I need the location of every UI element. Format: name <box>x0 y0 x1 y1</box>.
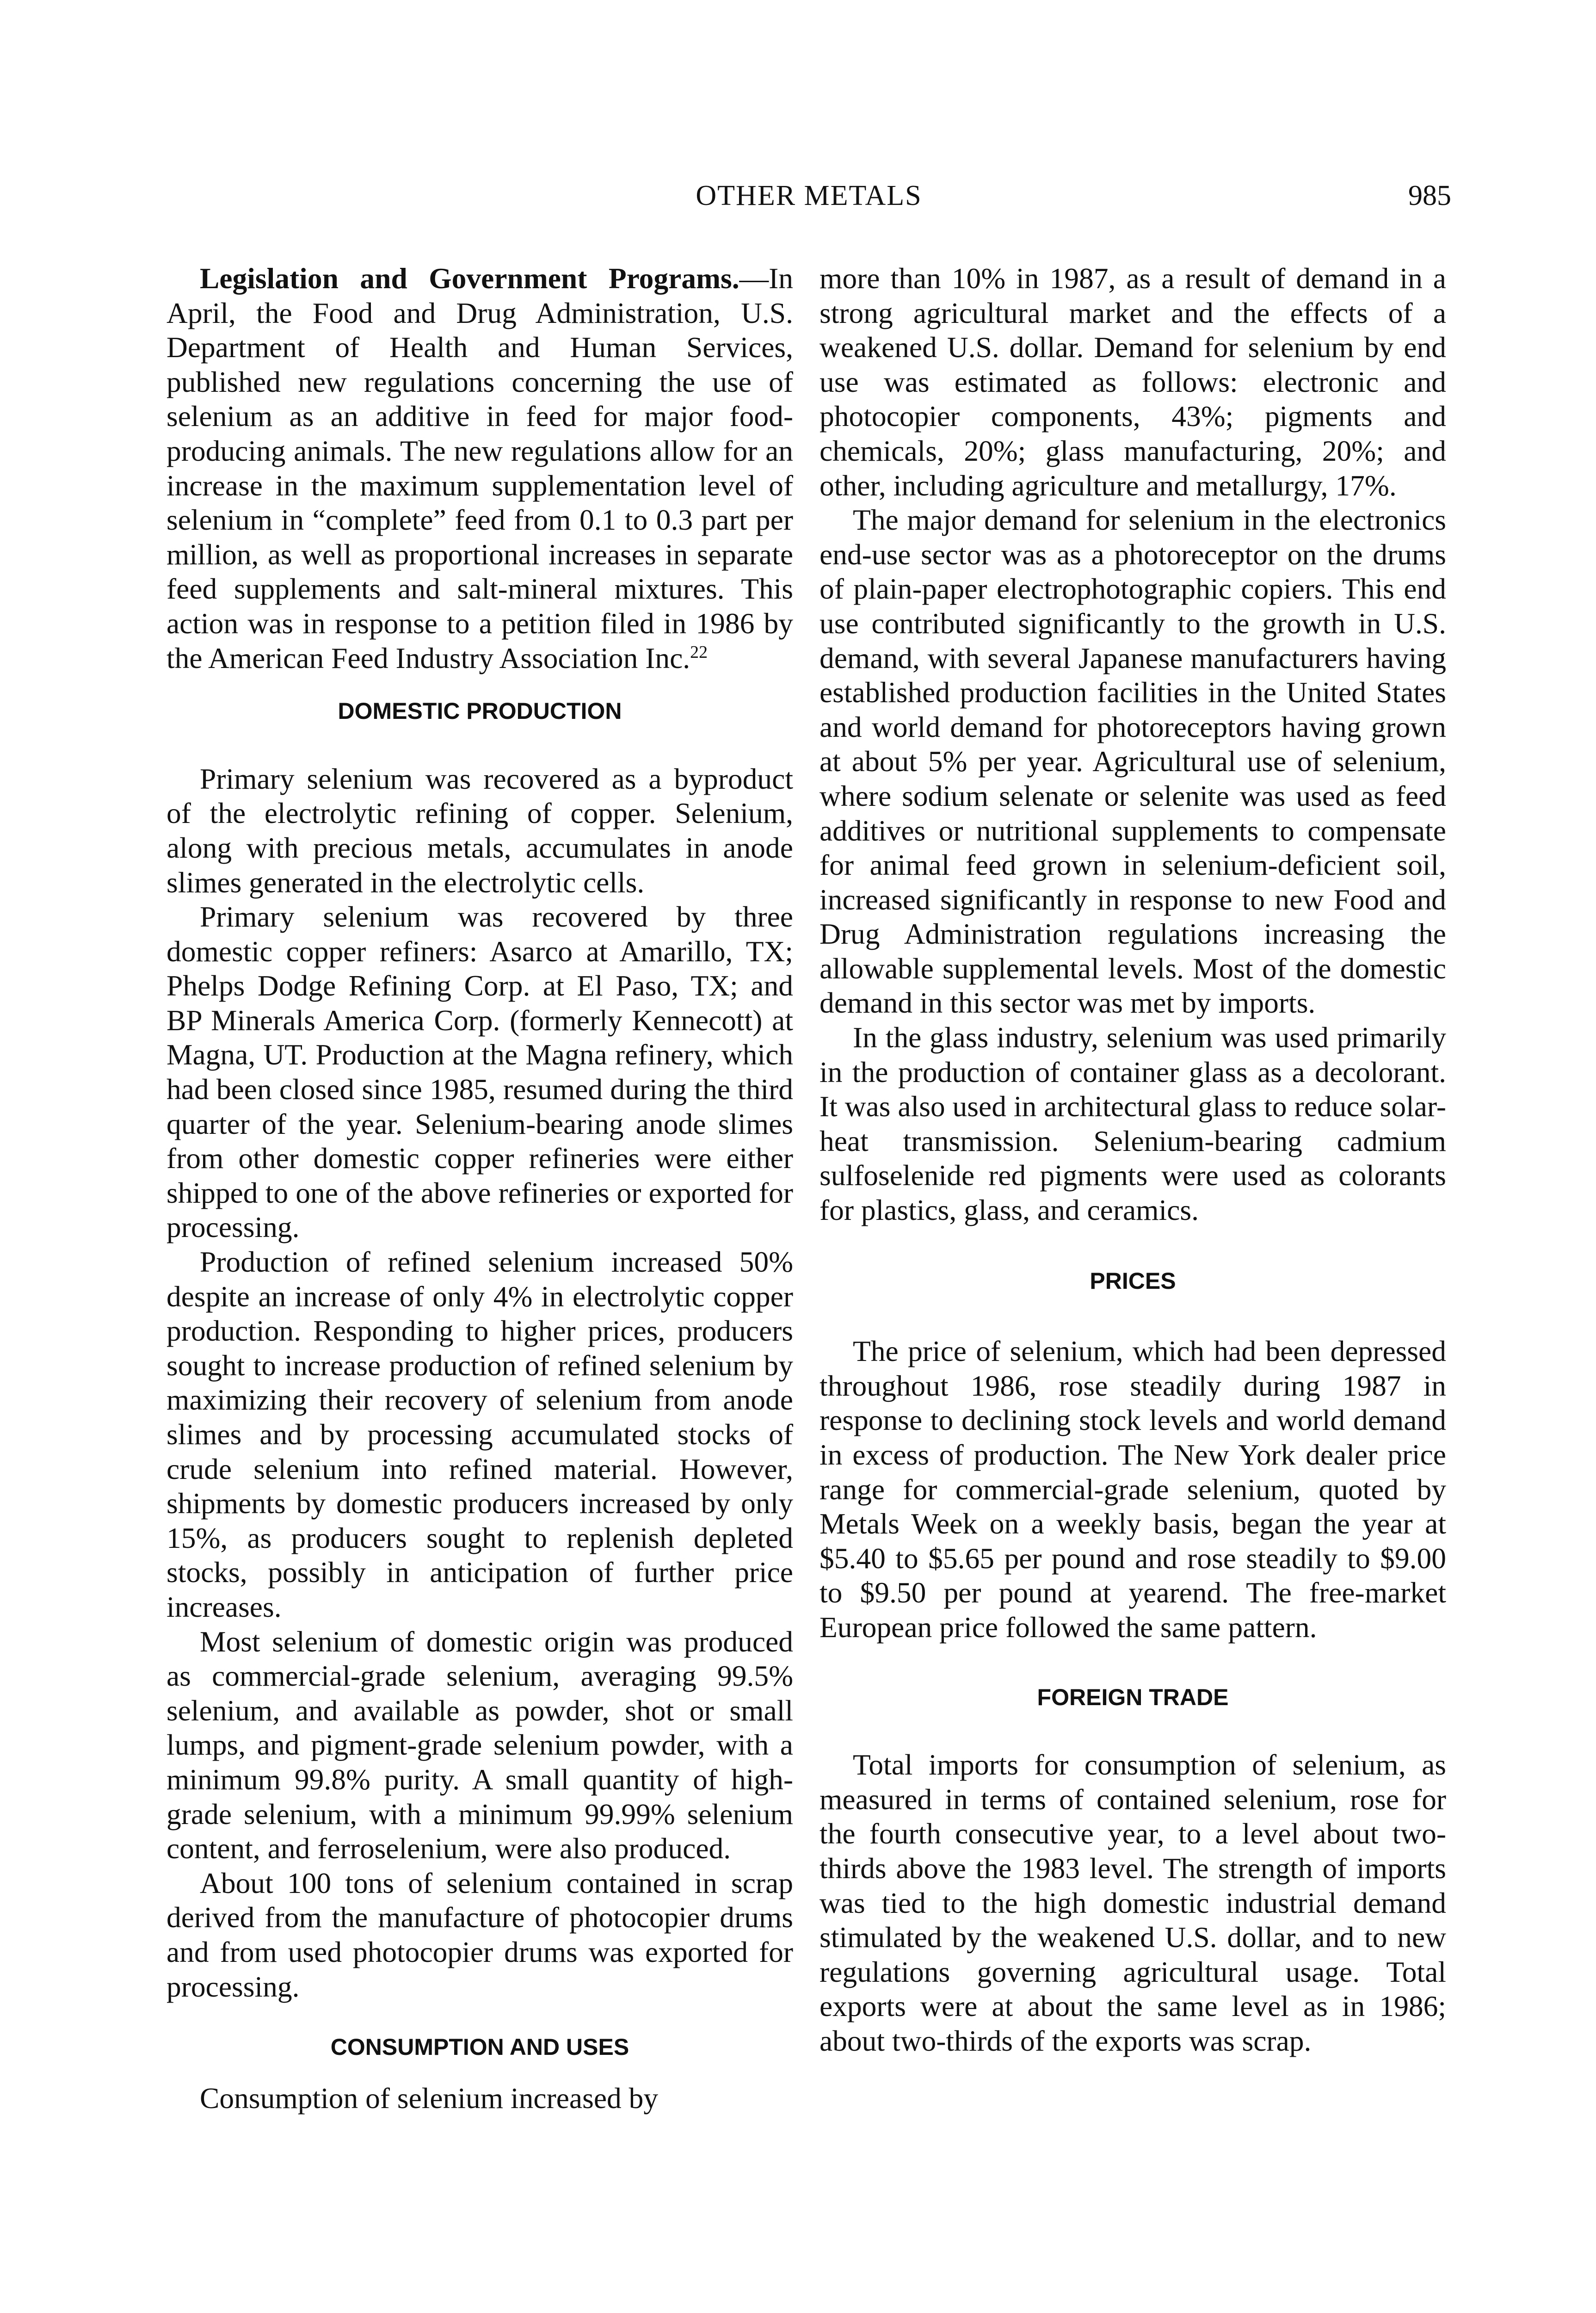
foreign-trade-paragraph: Total imports for consumption of selenium, as measured in terms of contained selenium, rose for the fourth consecutive year, to a level about two-thirds above the 1983 level. The strength of imports was tied to the high domestic industrial demand stimulated by the weakened U.S. dollar, and to new regulations governing agricultural usage. Total exports were at about the same level as in 1986; about two-thirds of the exports was scrap. <box>820 1748 1446 2057</box>
running-head: OTHER METALS <box>696 180 922 211</box>
legislation-run-in-title: Legislation and Government Programs. <box>200 262 739 295</box>
domestic-production-paragraph: About 100 tons of selenium contained in scrap derived from the manufacture of photocopier drums and from used photocopier drums was exported for processing. <box>166 1866 793 2003</box>
consumption-and-uses-heading: CONSUMPTION AND USES <box>330 2034 629 2060</box>
prices-heading: PRICES <box>1090 1268 1176 1294</box>
consumption-continued-paragraph: more than 10% in 1987, as a result of demand in a strong agricultural market and the effects of a weakened U.S. dollar. Demand for selenium by end use was estimated as follows: electronic and photocopier components, 43%; pigments and chemicals, 20%; glass manufacturing, 20%; and other, including agriculture and metallurgy, 17%. <box>820 262 1446 502</box>
legislation-paragraph <box>166 261 793 675</box>
left-column <box>166 261 793 2115</box>
page-number: 985 <box>1408 180 1451 211</box>
prices-paragraph: The price of selenium, which had been depressed throughout 1986, rose steadily during 1987 in response to declining stock levels and world demand in excess of production. The New York dealer price range for commercial-grade selenium, quoted by Metals Week on a weekly basis, began the year at $5.40 to $5.65 per pound and rose steadily to $9.00 to $9.50 per pound at yearend. The free-market European price followed the same pattern. <box>820 1335 1446 1644</box>
foreign-trade-heading: FOREIGN TRADE <box>1037 1684 1229 1710</box>
footnote-reference: 22 <box>690 642 708 662</box>
domestic-production-paragraph: Primary selenium was recovered by three domestic copper refiners: Asarco at Amarillo, TX; Phelps Dodge Refining Corp. at El Paso, TX; and BP Minerals America Corp. (formerly Kennecott) at Magna, UT. Production at the Magna refinery, which had been closed since 1985, resumed during the third quarter of the year. Selenium-bearing anode slimes from other domestic copper refineries were either shipped to one of the above refineries or exported for processing. <box>166 900 793 1244</box>
page-header <box>166 179 1451 216</box>
domestic-production-heading: DOMESTIC PRODUCTION <box>338 698 622 724</box>
consumption-continued-paragraph: In the glass industry, selenium was used primarily in the production of container glass as a decolorant. It was also used in architectural glass to reduce solar-heat transmission. Selenium-bearing cadmium sulfoselenide red pigments were used as colorants for plastics, glass, and ceramics. <box>820 1021 1446 1227</box>
legislation-text: —In April, the Food and Drug Administration, U.S. Department of Health and Human Services, published new regulations concerning the use of selenium as an additive in feed for major food-producing animals. The new regulations allow for an increase in the maximum supplementation level of selenium in “complete” feed from 0.1 to 0.3 part per million, as well as proportional increases in separate feed supplements and salt-mineral mixtures. This action was in response to a petition filed in 1986 by the American Feed Industry Association Inc. <box>166 262 793 674</box>
consumption-opening-line: Consumption of selenium increased by <box>200 2081 659 2115</box>
domestic-production-paragraph: Most selenium of domestic origin was produced as commercial-grade selenium, averaging 99.5% selenium, and available as powder, shot or small lumps, and pigment-grade selenium powder, with a minimum 99.8% purity. A small quantity of high-grade selenium, with a minimum 99.99% selenium content, and ferroselenium, were also produced. <box>166 1625 793 1865</box>
right-column <box>820 261 1446 2059</box>
consumption-continued-paragraph: The major demand for selenium in the electronics end-use sector was as a photoreceptor on the drums of plain-paper electrophotographic copiers. This end use contributed significantly to the growth in U.S. demand, with several Japanese manufacturers having established production facilities in the United States and world demand for photoreceptors having grown at about 5% per year. Agricultural use of selenium, where sodium selenate or selenite was used as feed additives or nutritional supplements to compensate for animal feed grown in selenium-deficient soil, increased significantly in response to new Food and Drug Administration regulations increasing the allowable supplemental levels. Most of the domestic demand in this sector was met by imports. <box>820 503 1446 1020</box>
domestic-production-paragraph: Primary selenium was recovered as a byproduct of the electrolytic refining of copper. Selenium, along with precious metals, accumulates in anode slimes generated in the electrolytic cells. <box>166 762 793 899</box>
domestic-production-paragraph: Production of refined selenium increased 50% despite an increase of only 4% in electrolytic copper production. Responding to higher prices, producers sought to increase production of refined selenium by maximizing their recovery of selenium from anode slimes and by processing accumulated stocks of crude selenium into refined material. However, shipments by domestic producers increased by only 15%, as producers sought to replenish depleted stocks, possibly in anticipation of further price increases. <box>166 1245 793 1623</box>
